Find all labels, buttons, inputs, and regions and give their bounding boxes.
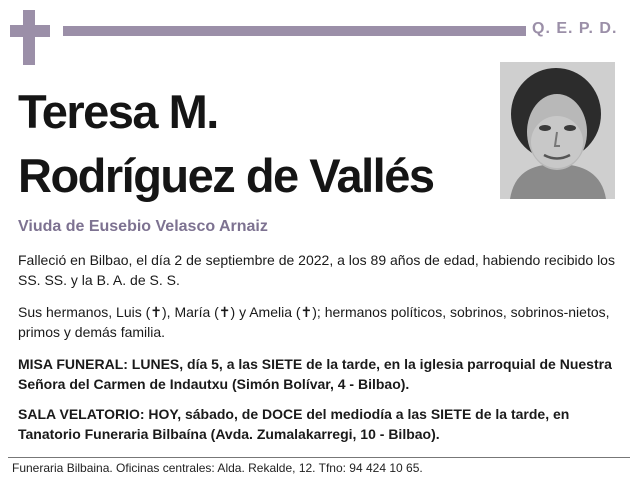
deceased-name-line1: Teresa M. xyxy=(18,85,218,138)
header-divider xyxy=(63,26,526,36)
wake-paragraph: SALA VELATORIO: HOY, sábado, de DOCE del mediodía a las SIETE de la tarde, en Tanatorio Funeraria Bilbaína (Avda. Zumalakarregi, 10 - Bilbao). xyxy=(18,406,570,442)
footer-divider xyxy=(8,457,630,458)
cross-icon-vertical xyxy=(23,10,35,65)
funeral-mass-paragraph: MISA FUNERAL: LUNES, día 5, a las SIETE de la tarde, en la iglesia parroquial de Nuestra Señora del Carmen de Indautxu (Simón Bolívar, 4 - Bilbao). xyxy=(18,356,612,392)
deceased-name-line2: Rodríguez de Vallés xyxy=(18,149,434,202)
portrait-photo xyxy=(500,62,615,199)
qepd-badge: Q. E. P. D. xyxy=(532,20,618,37)
footer-contact: Funeraria Bilbaina. Oficinas centrales: Alda. Rekalde, 12. Tfno: 94 424 10 65. xyxy=(12,461,423,475)
portrait-image xyxy=(500,62,615,199)
death-notice-paragraph: Falleció en Bilbao, el día 2 de septiembre de 2022, a los 89 años de edad, habiendo recibido los SS. SS. y la B. A. de S. S. xyxy=(18,252,615,288)
family-paragraph: Sus hermanos, Luis (✝), María (✝) y Amelia (✝); hermanos políticos, sobrinos, sobrinos-nietos, primos y demás familia. xyxy=(18,304,610,340)
widow-subtitle: Viuda de Eusebio Velasco Arnaiz xyxy=(18,218,268,235)
cross-icon-horizontal xyxy=(10,25,50,37)
